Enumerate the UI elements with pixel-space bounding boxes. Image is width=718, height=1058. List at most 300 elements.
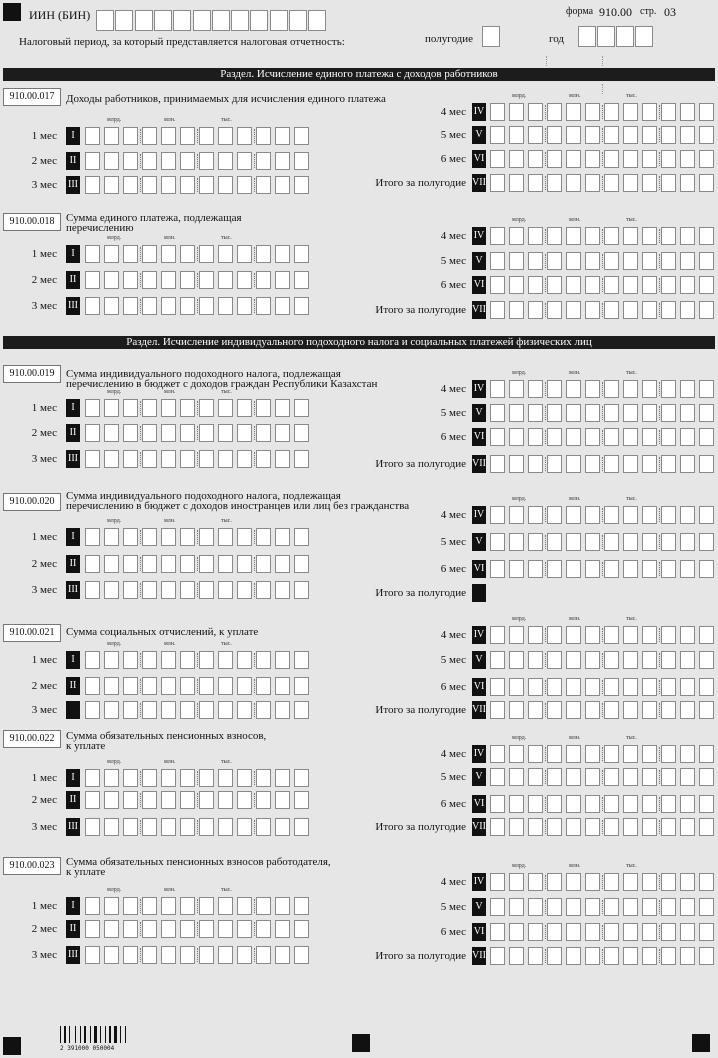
month-6-digit-box[interactable]	[680, 150, 695, 168]
month-1-digit-box[interactable]	[237, 769, 252, 787]
halfyear-total-digit-box[interactable]	[509, 701, 524, 719]
month-6-digit-box[interactable]	[585, 276, 600, 294]
month-6-digit-box[interactable]	[642, 678, 657, 696]
month-6-digit-box[interactable]	[623, 560, 638, 578]
month-1-digit-box[interactable]	[123, 245, 138, 263]
month-6-digit-box[interactable]	[604, 923, 619, 941]
month-2-digit-box[interactable]	[161, 152, 176, 170]
month-5-digit-box[interactable]	[623, 252, 638, 270]
halfyear-total-digit-box[interactable]	[661, 818, 676, 836]
month-5-digit-box[interactable]	[490, 651, 505, 669]
month-6-digit-box[interactable]	[661, 678, 676, 696]
month-2-digit-box[interactable]	[142, 424, 157, 442]
halfyear-total-digit-box[interactable]	[547, 301, 562, 319]
month-2-digit-box[interactable]	[237, 271, 252, 289]
month-6-digit-box[interactable]	[661, 150, 676, 168]
month-2-digit-box[interactable]	[180, 677, 195, 695]
month-1-digit-box[interactable]	[142, 897, 157, 915]
month-1-digit-box[interactable]	[199, 399, 214, 417]
month-2-digit-box[interactable]	[161, 920, 176, 938]
month-1-digit-box[interactable]	[104, 245, 119, 263]
month-5-digit-box[interactable]	[585, 768, 600, 786]
month-5-digit-box[interactable]	[642, 898, 657, 916]
month-2-digit-box[interactable]	[199, 791, 214, 809]
halfyear-total-digit-box[interactable]	[699, 947, 714, 965]
month-6-digit-box[interactable]	[547, 560, 562, 578]
halfyear-total-digit-box[interactable]	[509, 818, 524, 836]
month-2-digit-box[interactable]	[275, 791, 290, 809]
month-5-digit-box[interactable]	[566, 651, 581, 669]
month-2-digit-box[interactable]	[275, 271, 290, 289]
month-5-digit-box[interactable]	[585, 126, 600, 144]
month-1-digit-box[interactable]	[275, 528, 290, 546]
month-4-digit-box[interactable]	[528, 745, 543, 763]
month-2-digit-box[interactable]	[199, 424, 214, 442]
month-3-digit-box[interactable]	[180, 818, 195, 836]
halfyear-total-digit-box[interactable]	[642, 947, 657, 965]
month-4-digit-box[interactable]	[642, 103, 657, 121]
month-5-digit-box[interactable]	[585, 898, 600, 916]
month-1-digit-box[interactable]	[275, 769, 290, 787]
month-2-digit-box[interactable]	[104, 555, 119, 573]
month-4-digit-box[interactable]	[661, 626, 676, 644]
iin-digit-box[interactable]	[270, 10, 288, 31]
month-4-digit-box[interactable]	[604, 227, 619, 245]
month-6-digit-box[interactable]	[566, 428, 581, 446]
month-4-digit-box[interactable]	[680, 745, 695, 763]
month-2-digit-box[interactable]	[85, 791, 100, 809]
month-5-digit-box[interactable]	[490, 252, 505, 270]
month-3-digit-box[interactable]	[104, 946, 119, 964]
halfyear-total-digit-box[interactable]	[547, 947, 562, 965]
month-4-digit-box[interactable]	[585, 873, 600, 891]
month-1-digit-box[interactable]	[180, 245, 195, 263]
month-6-digit-box[interactable]	[566, 276, 581, 294]
month-2-digit-box[interactable]	[180, 791, 195, 809]
month-4-digit-box[interactable]	[604, 506, 619, 524]
halfyear-total-digit-box[interactable]	[680, 174, 695, 192]
month-3-digit-box[interactable]	[180, 176, 195, 194]
month-3-digit-box[interactable]	[294, 450, 309, 468]
month-2-digit-box[interactable]	[142, 677, 157, 695]
month-5-digit-box[interactable]	[528, 768, 543, 786]
month-2-digit-box[interactable]	[104, 791, 119, 809]
halfyear-total-digit-box[interactable]	[490, 947, 505, 965]
month-5-digit-box[interactable]	[699, 533, 714, 551]
halfyear-total-digit-box[interactable]	[528, 455, 543, 473]
halfyear-total-digit-box[interactable]	[490, 701, 505, 719]
month-3-digit-box[interactable]	[123, 297, 138, 315]
month-1-digit-box[interactable]	[161, 127, 176, 145]
year-digit-box[interactable]	[597, 26, 615, 47]
month-4-digit-box[interactable]	[509, 626, 524, 644]
month-5-digit-box[interactable]	[547, 252, 562, 270]
month-3-digit-box[interactable]	[85, 581, 100, 599]
month-4-digit-box[interactable]	[661, 103, 676, 121]
month-1-digit-box[interactable]	[218, 127, 233, 145]
month-3-digit-box[interactable]	[294, 946, 309, 964]
month-4-digit-box[interactable]	[547, 103, 562, 121]
month-1-digit-box[interactable]	[104, 769, 119, 787]
halfyear-total-digit-box[interactable]	[528, 818, 543, 836]
month-6-digit-box[interactable]	[528, 560, 543, 578]
halfyear-total-digit-box[interactable]	[642, 301, 657, 319]
month-4-digit-box[interactable]	[528, 873, 543, 891]
month-2-digit-box[interactable]	[294, 271, 309, 289]
iin-digit-box[interactable]	[135, 10, 153, 31]
month-4-digit-box[interactable]	[585, 103, 600, 121]
month-5-digit-box[interactable]	[642, 768, 657, 786]
month-3-digit-box[interactable]	[180, 297, 195, 315]
month-6-digit-box[interactable]	[699, 428, 714, 446]
month-1-digit-box[interactable]	[256, 528, 271, 546]
month-2-digit-box[interactable]	[161, 555, 176, 573]
halfyear-total-digit-box[interactable]	[623, 947, 638, 965]
month-4-digit-box[interactable]	[699, 745, 714, 763]
month-4-digit-box[interactable]	[642, 745, 657, 763]
month-1-digit-box[interactable]	[180, 897, 195, 915]
month-3-digit-box[interactable]	[294, 176, 309, 194]
month-4-digit-box[interactable]	[566, 227, 581, 245]
month-6-digit-box[interactable]	[604, 678, 619, 696]
halfyear-total-digit-box[interactable]	[490, 174, 505, 192]
month-1-digit-box[interactable]	[294, 651, 309, 669]
halfyear-total-digit-box[interactable]	[547, 455, 562, 473]
month-5-digit-box[interactable]	[680, 651, 695, 669]
halfyear-total-digit-box[interactable]	[566, 301, 581, 319]
month-2-digit-box[interactable]	[180, 555, 195, 573]
month-3-digit-box[interactable]	[237, 581, 252, 599]
month-6-digit-box[interactable]	[699, 276, 714, 294]
month-1-digit-box[interactable]	[104, 528, 119, 546]
month-1-digit-box[interactable]	[237, 897, 252, 915]
month-6-digit-box[interactable]	[699, 560, 714, 578]
month-5-digit-box[interactable]	[642, 533, 657, 551]
month-1-digit-box[interactable]	[142, 127, 157, 145]
halfyear-total-digit-box[interactable]	[528, 174, 543, 192]
month-2-digit-box[interactable]	[237, 677, 252, 695]
halfyear-total-digit-box[interactable]	[566, 701, 581, 719]
halfyear-total-digit-box[interactable]	[623, 174, 638, 192]
month-4-digit-box[interactable]	[680, 227, 695, 245]
halfyear-total-digit-box[interactable]	[604, 455, 619, 473]
month-3-digit-box[interactable]	[275, 946, 290, 964]
month-1-digit-box[interactable]	[104, 651, 119, 669]
month-6-digit-box[interactable]	[509, 150, 524, 168]
month-5-digit-box[interactable]	[623, 651, 638, 669]
month-2-digit-box[interactable]	[161, 424, 176, 442]
month-6-digit-box[interactable]	[509, 678, 524, 696]
halfyear-total-digit-box[interactable]	[585, 301, 600, 319]
month-3-digit-box[interactable]	[85, 818, 100, 836]
month-2-digit-box[interactable]	[275, 555, 290, 573]
month-4-digit-box[interactable]	[566, 626, 581, 644]
month-1-digit-box[interactable]	[123, 528, 138, 546]
month-1-digit-box[interactable]	[161, 897, 176, 915]
iin-digit-box[interactable]	[289, 10, 307, 31]
month-3-digit-box[interactable]	[218, 176, 233, 194]
month-3-digit-box[interactable]	[256, 450, 271, 468]
halfyear-total-digit-box[interactable]	[547, 174, 562, 192]
month-1-digit-box[interactable]	[161, 651, 176, 669]
month-5-digit-box[interactable]	[547, 898, 562, 916]
month-1-digit-box[interactable]	[142, 528, 157, 546]
month-2-digit-box[interactable]	[123, 424, 138, 442]
month-2-digit-box[interactable]	[199, 271, 214, 289]
month-4-digit-box[interactable]	[604, 873, 619, 891]
month-5-digit-box[interactable]	[680, 533, 695, 551]
month-5-digit-box[interactable]	[547, 533, 562, 551]
month-6-digit-box[interactable]	[547, 428, 562, 446]
month-6-digit-box[interactable]	[490, 795, 505, 813]
month-5-digit-box[interactable]	[509, 768, 524, 786]
month-5-digit-box[interactable]	[661, 768, 676, 786]
month-4-digit-box[interactable]	[547, 227, 562, 245]
month-1-digit-box[interactable]	[218, 528, 233, 546]
halfyear-total-digit-box[interactable]	[490, 455, 505, 473]
month-3-digit-box[interactable]	[123, 581, 138, 599]
halfyear-total-digit-box[interactable]	[642, 455, 657, 473]
month-3-digit-box[interactable]	[180, 946, 195, 964]
month-4-digit-box[interactable]	[490, 103, 505, 121]
halfyear-total-digit-box[interactable]	[680, 947, 695, 965]
month-1-digit-box[interactable]	[161, 399, 176, 417]
month-5-digit-box[interactable]	[509, 651, 524, 669]
month-6-digit-box[interactable]	[642, 276, 657, 294]
month-5-digit-box[interactable]	[604, 126, 619, 144]
halfyear-total-digit-box[interactable]	[699, 455, 714, 473]
month-5-digit-box[interactable]	[490, 533, 505, 551]
month-2-digit-box[interactable]	[237, 920, 252, 938]
month-4-digit-box[interactable]	[585, 227, 600, 245]
month-4-digit-box[interactable]	[509, 380, 524, 398]
month-6-digit-box[interactable]	[585, 560, 600, 578]
month-6-digit-box[interactable]	[566, 795, 581, 813]
month-6-digit-box[interactable]	[661, 560, 676, 578]
month-1-digit-box[interactable]	[237, 399, 252, 417]
month-1-digit-box[interactable]	[275, 127, 290, 145]
month-1-digit-box[interactable]	[237, 245, 252, 263]
month-1-digit-box[interactable]	[85, 651, 100, 669]
month-6-digit-box[interactable]	[547, 678, 562, 696]
month-1-digit-box[interactable]	[123, 897, 138, 915]
month-1-digit-box[interactable]	[237, 651, 252, 669]
month-6-digit-box[interactable]	[566, 560, 581, 578]
month-1-digit-box[interactable]	[256, 897, 271, 915]
month-1-digit-box[interactable]	[199, 127, 214, 145]
month-3-digit-box[interactable]	[85, 297, 100, 315]
month-4-digit-box[interactable]	[566, 103, 581, 121]
month-5-digit-box[interactable]	[623, 126, 638, 144]
month-2-digit-box[interactable]	[256, 271, 271, 289]
month-5-digit-box[interactable]	[604, 898, 619, 916]
month-4-digit-box[interactable]	[585, 626, 600, 644]
month-3-digit-box[interactable]	[85, 946, 100, 964]
halfyear-total-digit-box[interactable]	[661, 455, 676, 473]
month-2-digit-box[interactable]	[294, 920, 309, 938]
month-1-digit-box[interactable]	[218, 897, 233, 915]
month-5-digit-box[interactable]	[680, 126, 695, 144]
month-6-digit-box[interactable]	[509, 276, 524, 294]
halfyear-total-digit-box[interactable]	[680, 301, 695, 319]
year-digit-box[interactable]	[635, 26, 653, 47]
month-5-digit-box[interactable]	[566, 768, 581, 786]
month-4-digit-box[interactable]	[509, 227, 524, 245]
month-6-digit-box[interactable]	[509, 795, 524, 813]
month-1-digit-box[interactable]	[180, 528, 195, 546]
month-2-digit-box[interactable]	[161, 677, 176, 695]
month-6-digit-box[interactable]	[699, 923, 714, 941]
month-5-digit-box[interactable]	[661, 533, 676, 551]
month-5-digit-box[interactable]	[490, 768, 505, 786]
month-5-digit-box[interactable]	[680, 404, 695, 422]
month-3-digit-box[interactable]	[199, 581, 214, 599]
month-5-digit-box[interactable]	[680, 252, 695, 270]
month-6-digit-box[interactable]	[661, 795, 676, 813]
month-2-digit-box[interactable]	[218, 791, 233, 809]
month-3-digit-box[interactable]	[294, 581, 309, 599]
month-6-digit-box[interactable]	[642, 150, 657, 168]
month-1-digit-box[interactable]	[142, 651, 157, 669]
month-3-digit-box[interactable]	[123, 450, 138, 468]
month-4-digit-box[interactable]	[604, 626, 619, 644]
iin-digit-box[interactable]	[115, 10, 133, 31]
halfyear-total-digit-box[interactable]	[642, 701, 657, 719]
month-5-digit-box[interactable]	[604, 252, 619, 270]
month-3-digit-box[interactable]	[142, 450, 157, 468]
month-3-digit-box[interactable]	[218, 701, 233, 719]
month-2-digit-box[interactable]	[218, 677, 233, 695]
month-5-digit-box[interactable]	[566, 252, 581, 270]
month-4-digit-box[interactable]	[490, 873, 505, 891]
month-3-digit-box[interactable]	[199, 450, 214, 468]
halfyear-total-digit-box[interactable]	[566, 455, 581, 473]
month-1-digit-box[interactable]	[199, 245, 214, 263]
month-5-digit-box[interactable]	[547, 404, 562, 422]
month-1-digit-box[interactable]	[161, 769, 176, 787]
halfyear-total-digit-box[interactable]	[585, 455, 600, 473]
month-2-digit-box[interactable]	[123, 271, 138, 289]
month-1-digit-box[interactable]	[104, 897, 119, 915]
month-6-digit-box[interactable]	[528, 795, 543, 813]
month-5-digit-box[interactable]	[528, 533, 543, 551]
halfyear-total-digit-box[interactable]	[661, 701, 676, 719]
halfyear-total-digit-box[interactable]	[642, 174, 657, 192]
month-5-digit-box[interactable]	[490, 898, 505, 916]
month-2-digit-box[interactable]	[161, 271, 176, 289]
month-6-digit-box[interactable]	[623, 795, 638, 813]
month-4-digit-box[interactable]	[642, 227, 657, 245]
month-6-digit-box[interactable]	[490, 923, 505, 941]
month-4-digit-box[interactable]	[528, 506, 543, 524]
month-1-digit-box[interactable]	[104, 399, 119, 417]
month-4-digit-box[interactable]	[623, 506, 638, 524]
month-6-digit-box[interactable]	[623, 150, 638, 168]
month-4-digit-box[interactable]	[661, 380, 676, 398]
month-6-digit-box[interactable]	[528, 428, 543, 446]
month-1-digit-box[interactable]	[294, 528, 309, 546]
halfyear-total-digit-box[interactable]	[604, 947, 619, 965]
month-6-digit-box[interactable]	[604, 276, 619, 294]
halfyear-total-digit-box[interactable]	[566, 818, 581, 836]
month-2-digit-box[interactable]	[237, 424, 252, 442]
month-3-digit-box[interactable]	[256, 946, 271, 964]
month-4-digit-box[interactable]	[661, 745, 676, 763]
month-3-digit-box[interactable]	[123, 176, 138, 194]
month-2-digit-box[interactable]	[218, 424, 233, 442]
halfyear-total-digit-box[interactable]	[585, 947, 600, 965]
month-5-digit-box[interactable]	[585, 533, 600, 551]
month-4-digit-box[interactable]	[547, 873, 562, 891]
month-5-digit-box[interactable]	[661, 126, 676, 144]
month-6-digit-box[interactable]	[661, 276, 676, 294]
month-4-digit-box[interactable]	[528, 227, 543, 245]
month-3-digit-box[interactable]	[85, 701, 100, 719]
month-2-digit-box[interactable]	[123, 677, 138, 695]
halfyear-total-digit-box[interactable]	[680, 701, 695, 719]
month-6-digit-box[interactable]	[604, 560, 619, 578]
month-5-digit-box[interactable]	[547, 768, 562, 786]
month-5-digit-box[interactable]	[509, 404, 524, 422]
month-4-digit-box[interactable]	[623, 745, 638, 763]
halfyear-total-digit-box[interactable]	[623, 818, 638, 836]
month-2-digit-box[interactable]	[104, 920, 119, 938]
month-2-digit-box[interactable]	[85, 152, 100, 170]
month-1-digit-box[interactable]	[218, 769, 233, 787]
halfyear-total-digit-box[interactable]	[528, 301, 543, 319]
halfyear-total-digit-box[interactable]	[661, 174, 676, 192]
month-3-digit-box[interactable]	[237, 176, 252, 194]
iin-digit-box[interactable]	[308, 10, 326, 31]
month-5-digit-box[interactable]	[623, 533, 638, 551]
month-5-digit-box[interactable]	[642, 404, 657, 422]
month-5-digit-box[interactable]	[585, 651, 600, 669]
iin-digit-box[interactable]	[250, 10, 268, 31]
month-5-digit-box[interactable]	[699, 898, 714, 916]
month-4-digit-box[interactable]	[490, 626, 505, 644]
halfyear-total-digit-box[interactable]	[566, 174, 581, 192]
month-5-digit-box[interactable]	[661, 252, 676, 270]
month-4-digit-box[interactable]	[509, 745, 524, 763]
month-3-digit-box[interactable]	[142, 581, 157, 599]
month-4-digit-box[interactable]	[604, 745, 619, 763]
month-3-digit-box[interactable]	[237, 818, 252, 836]
month-2-digit-box[interactable]	[218, 555, 233, 573]
month-2-digit-box[interactable]	[256, 152, 271, 170]
month-6-digit-box[interactable]	[528, 150, 543, 168]
month-5-digit-box[interactable]	[699, 252, 714, 270]
iin-digit-box[interactable]	[231, 10, 249, 31]
month-6-digit-box[interactable]	[566, 923, 581, 941]
month-6-digit-box[interactable]	[680, 560, 695, 578]
month-4-digit-box[interactable]	[490, 745, 505, 763]
month-2-digit-box[interactable]	[161, 791, 176, 809]
month-6-digit-box[interactable]	[566, 150, 581, 168]
month-3-digit-box[interactable]	[123, 818, 138, 836]
month-6-digit-box[interactable]	[623, 428, 638, 446]
halfyear-total-digit-box[interactable]	[699, 701, 714, 719]
month-2-digit-box[interactable]	[256, 920, 271, 938]
month-4-digit-box[interactable]	[680, 626, 695, 644]
month-1-digit-box[interactable]	[237, 528, 252, 546]
month-2-digit-box[interactable]	[180, 424, 195, 442]
month-6-digit-box[interactable]	[585, 428, 600, 446]
month-6-digit-box[interactable]	[642, 428, 657, 446]
month-6-digit-box[interactable]	[604, 150, 619, 168]
month-5-digit-box[interactable]	[623, 768, 638, 786]
month-6-digit-box[interactable]	[680, 428, 695, 446]
month-3-digit-box[interactable]	[256, 818, 271, 836]
